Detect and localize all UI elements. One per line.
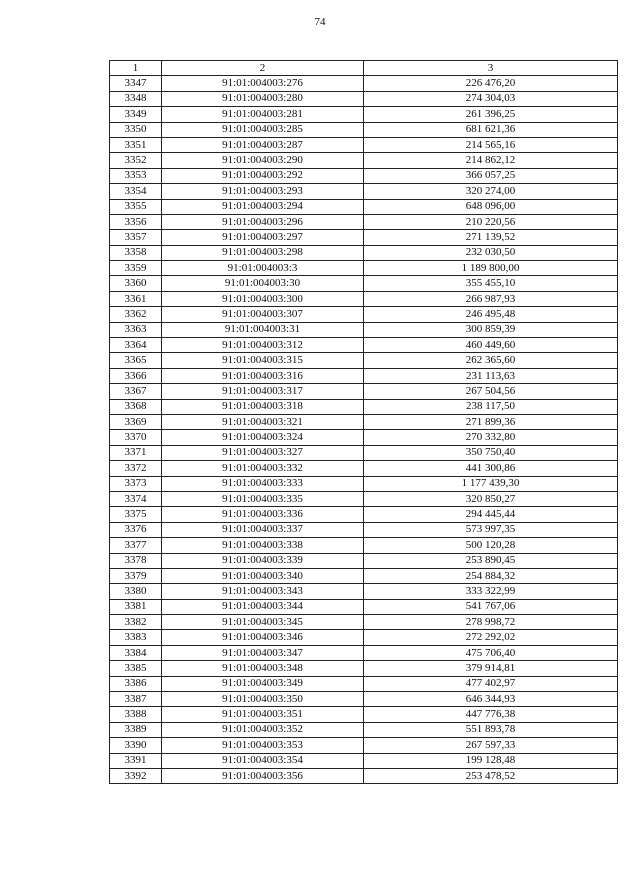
value-cell: 355 455,10 bbox=[364, 276, 618, 291]
header-row bbox=[110, 61, 618, 76]
cadastral-number-cell: 91:01:004003:353 bbox=[162, 738, 364, 753]
table-row bbox=[110, 276, 618, 291]
table-row bbox=[110, 230, 618, 245]
table-row bbox=[110, 338, 618, 353]
value-cell: 214 862,12 bbox=[364, 153, 618, 168]
value-cell: 460 449,60 bbox=[364, 338, 618, 353]
row-number-cell: 3367 bbox=[110, 384, 162, 399]
value-cell: 238 117,50 bbox=[364, 399, 618, 414]
value-cell: 253 890,45 bbox=[364, 553, 618, 568]
table-row bbox=[110, 768, 618, 783]
table-row bbox=[110, 553, 618, 568]
table-row bbox=[110, 568, 618, 583]
cadastral-number-cell: 91:01:004003:333 bbox=[162, 476, 364, 491]
cadastral-number-cell: 91:01:004003:327 bbox=[162, 445, 364, 460]
table-row bbox=[110, 661, 618, 676]
value-cell: 541 767,06 bbox=[364, 599, 618, 614]
cadastral-number-cell: 91:01:004003:350 bbox=[162, 692, 364, 707]
cadastral-number-cell: 91:01:004003:338 bbox=[162, 538, 364, 553]
row-number-cell: 3387 bbox=[110, 692, 162, 707]
column-header-2: 2 bbox=[162, 61, 364, 76]
row-number-cell: 3365 bbox=[110, 353, 162, 368]
table-row bbox=[110, 384, 618, 399]
row-number-cell: 3369 bbox=[110, 414, 162, 429]
value-cell: 246 495,48 bbox=[364, 307, 618, 322]
table-row bbox=[110, 168, 618, 183]
row-number-cell: 3379 bbox=[110, 568, 162, 583]
cadastral-number-cell: 91:01:004003:297 bbox=[162, 230, 364, 245]
cadastral-number-cell: 91:01:004003:298 bbox=[162, 245, 364, 260]
cadastral-number-cell: 91:01:004003:336 bbox=[162, 507, 364, 522]
row-number-cell: 3348 bbox=[110, 91, 162, 106]
table-row bbox=[110, 214, 618, 229]
cadastral-number-cell: 91:01:004003:290 bbox=[162, 153, 364, 168]
page-number: 74 bbox=[314, 16, 326, 28]
row-number-cell: 3356 bbox=[110, 214, 162, 229]
table-row bbox=[110, 692, 618, 707]
cadastral-number-cell: 91:01:004003:318 bbox=[162, 399, 364, 414]
row-number-cell: 3349 bbox=[110, 107, 162, 122]
value-cell: 270 332,80 bbox=[364, 430, 618, 445]
table-row bbox=[110, 353, 618, 368]
cadastral-number-cell: 91:01:004003:332 bbox=[162, 461, 364, 476]
cadastral-number-cell: 91:01:004003:348 bbox=[162, 661, 364, 676]
table-header bbox=[110, 61, 618, 76]
cadastral-number-cell: 91:01:004003:300 bbox=[162, 291, 364, 306]
value-cell: 573 997,35 bbox=[364, 522, 618, 537]
value-cell: 1 189 800,00 bbox=[364, 261, 618, 276]
cadastral-number-cell: 91:01:004003:294 bbox=[162, 199, 364, 214]
value-cell: 681 621,36 bbox=[364, 122, 618, 137]
table-row bbox=[110, 76, 618, 91]
value-cell: 271 139,52 bbox=[364, 230, 618, 245]
value-cell: 350 750,40 bbox=[364, 445, 618, 460]
table-row bbox=[110, 753, 618, 768]
cadastral-number-cell: 91:01:004003:292 bbox=[162, 168, 364, 183]
column-header-1: 1 bbox=[110, 61, 162, 76]
row-number-cell: 3360 bbox=[110, 276, 162, 291]
cadastral-number-cell: 91:01:004003:316 bbox=[162, 368, 364, 383]
row-number-cell: 3355 bbox=[110, 199, 162, 214]
table-row bbox=[110, 91, 618, 106]
table-row bbox=[110, 184, 618, 199]
row-number-cell: 3388 bbox=[110, 707, 162, 722]
row-number-cell: 3385 bbox=[110, 661, 162, 676]
row-number-cell: 3370 bbox=[110, 430, 162, 445]
cadastral-number-cell: 91:01:004003:346 bbox=[162, 630, 364, 645]
row-number-cell: 3386 bbox=[110, 676, 162, 691]
cadastral-number-cell: 91:01:004003:31 bbox=[162, 322, 364, 337]
value-cell: 447 776,38 bbox=[364, 707, 618, 722]
cadastral-number-cell: 91:01:004003:352 bbox=[162, 722, 364, 737]
value-cell: 231 113,63 bbox=[364, 368, 618, 383]
value-cell: 1 177 439,30 bbox=[364, 476, 618, 491]
table-row bbox=[110, 707, 618, 722]
table-row bbox=[110, 399, 618, 414]
cadastral-number-cell: 91:01:004003:281 bbox=[162, 107, 364, 122]
value-cell: 253 478,52 bbox=[364, 768, 618, 783]
table-row bbox=[110, 507, 618, 522]
value-cell: 475 706,40 bbox=[364, 645, 618, 660]
row-number-cell: 3390 bbox=[110, 738, 162, 753]
table-row bbox=[110, 738, 618, 753]
data-table bbox=[109, 60, 618, 784]
value-cell: 646 344,93 bbox=[364, 692, 618, 707]
table-row bbox=[110, 414, 618, 429]
row-number-cell: 3391 bbox=[110, 753, 162, 768]
cadastral-number-cell: 91:01:004003:354 bbox=[162, 753, 364, 768]
cadastral-number-cell: 91:01:004003:280 bbox=[162, 91, 364, 106]
cadastral-number-cell: 91:01:004003:307 bbox=[162, 307, 364, 322]
row-number-cell: 3378 bbox=[110, 553, 162, 568]
table-row bbox=[110, 476, 618, 491]
value-cell: 274 304,03 bbox=[364, 91, 618, 106]
value-cell: 379 914,81 bbox=[364, 661, 618, 676]
row-number-cell: 3368 bbox=[110, 399, 162, 414]
row-number-cell: 3366 bbox=[110, 368, 162, 383]
row-number-cell: 3382 bbox=[110, 615, 162, 630]
cadastral-number-cell: 91:01:004003:285 bbox=[162, 122, 364, 137]
table-row bbox=[110, 322, 618, 337]
table-row bbox=[110, 261, 618, 276]
value-cell: 500 120,28 bbox=[364, 538, 618, 553]
table-row bbox=[110, 368, 618, 383]
row-number-cell: 3372 bbox=[110, 461, 162, 476]
table-row bbox=[110, 538, 618, 553]
row-number-cell: 3374 bbox=[110, 491, 162, 506]
cadastral-number-cell: 91:01:004003:321 bbox=[162, 414, 364, 429]
table-row bbox=[110, 522, 618, 537]
cadastral-number-cell: 91:01:004003:324 bbox=[162, 430, 364, 445]
row-number-cell: 3350 bbox=[110, 122, 162, 137]
cadastral-number-cell: 91:01:004003:345 bbox=[162, 615, 364, 630]
table-row bbox=[110, 645, 618, 660]
cadastral-number-cell: 91:01:004003:3 bbox=[162, 261, 364, 276]
cadastral-number-cell: 91:01:004003:351 bbox=[162, 707, 364, 722]
row-number-cell: 3359 bbox=[110, 261, 162, 276]
row-number-cell: 3352 bbox=[110, 153, 162, 168]
cadastral-number-cell: 91:01:004003:349 bbox=[162, 676, 364, 691]
row-number-cell: 3381 bbox=[110, 599, 162, 614]
cadastral-number-cell: 91:01:004003:347 bbox=[162, 645, 364, 660]
value-cell: 271 899,36 bbox=[364, 414, 618, 429]
value-cell: 262 365,60 bbox=[364, 353, 618, 368]
cadastral-number-cell: 91:01:004003:356 bbox=[162, 768, 364, 783]
value-cell: 254 884,32 bbox=[364, 568, 618, 583]
value-cell: 210 220,56 bbox=[364, 214, 618, 229]
table-row bbox=[110, 199, 618, 214]
row-number-cell: 3347 bbox=[110, 76, 162, 91]
row-number-cell: 3351 bbox=[110, 137, 162, 152]
value-cell: 267 597,33 bbox=[364, 738, 618, 753]
table-row bbox=[110, 615, 618, 630]
value-cell: 366 057,25 bbox=[364, 168, 618, 183]
cadastral-number-cell: 91:01:004003:337 bbox=[162, 522, 364, 537]
cadastral-number-cell: 91:01:004003:296 bbox=[162, 214, 364, 229]
table-row bbox=[110, 307, 618, 322]
value-cell: 300 859,39 bbox=[364, 322, 618, 337]
value-cell: 551 893,78 bbox=[364, 722, 618, 737]
row-number-cell: 3354 bbox=[110, 184, 162, 199]
cadastral-number-cell: 91:01:004003:339 bbox=[162, 553, 364, 568]
row-number-cell: 3392 bbox=[110, 768, 162, 783]
column-header-3: 3 bbox=[364, 61, 618, 76]
row-number-cell: 3384 bbox=[110, 645, 162, 660]
row-number-cell: 3373 bbox=[110, 476, 162, 491]
value-cell: 320 850,27 bbox=[364, 491, 618, 506]
cadastral-number-cell: 91:01:004003:335 bbox=[162, 491, 364, 506]
table-body bbox=[110, 76, 618, 784]
value-cell: 199 128,48 bbox=[364, 753, 618, 768]
cadastral-number-cell: 91:01:004003:317 bbox=[162, 384, 364, 399]
row-number-cell: 3357 bbox=[110, 230, 162, 245]
table-row bbox=[110, 430, 618, 445]
value-cell: 278 998,72 bbox=[364, 615, 618, 630]
cadastral-number-cell: 91:01:004003:312 bbox=[162, 338, 364, 353]
value-cell: 267 504,56 bbox=[364, 384, 618, 399]
table-row bbox=[110, 122, 618, 137]
table-row bbox=[110, 461, 618, 476]
table-row bbox=[110, 137, 618, 152]
row-number-cell: 3375 bbox=[110, 507, 162, 522]
row-number-cell: 3362 bbox=[110, 307, 162, 322]
table-row bbox=[110, 445, 618, 460]
value-cell: 266 987,93 bbox=[364, 291, 618, 306]
row-number-cell: 3389 bbox=[110, 722, 162, 737]
table-row bbox=[110, 676, 618, 691]
cadastral-number-cell: 91:01:004003:343 bbox=[162, 584, 364, 599]
row-number-cell: 3358 bbox=[110, 245, 162, 260]
table-row bbox=[110, 599, 618, 614]
row-number-cell: 3364 bbox=[110, 338, 162, 353]
value-cell: 333 322,99 bbox=[364, 584, 618, 599]
table-row bbox=[110, 584, 618, 599]
table-row bbox=[110, 630, 618, 645]
cadastral-number-cell: 91:01:004003:293 bbox=[162, 184, 364, 199]
value-cell: 648 096,00 bbox=[364, 199, 618, 214]
value-cell: 214 565,16 bbox=[364, 137, 618, 152]
row-number-cell: 3383 bbox=[110, 630, 162, 645]
value-cell: 477 402,97 bbox=[364, 676, 618, 691]
value-cell: 441 300,86 bbox=[364, 461, 618, 476]
cadastral-number-cell: 91:01:004003:340 bbox=[162, 568, 364, 583]
row-number-cell: 3376 bbox=[110, 522, 162, 537]
value-cell: 272 292,02 bbox=[364, 630, 618, 645]
table-row bbox=[110, 291, 618, 306]
table-row bbox=[110, 722, 618, 737]
value-cell: 261 396,25 bbox=[364, 107, 618, 122]
row-number-cell: 3363 bbox=[110, 322, 162, 337]
table-row bbox=[110, 107, 618, 122]
row-number-cell: 3371 bbox=[110, 445, 162, 460]
cadastral-number-cell: 91:01:004003:287 bbox=[162, 137, 364, 152]
value-cell: 294 445,44 bbox=[364, 507, 618, 522]
table-row bbox=[110, 245, 618, 260]
value-cell: 232 030,50 bbox=[364, 245, 618, 260]
cadastral-number-cell: 91:01:004003:344 bbox=[162, 599, 364, 614]
row-number-cell: 3380 bbox=[110, 584, 162, 599]
cadastral-number-cell: 91:01:004003:315 bbox=[162, 353, 364, 368]
value-cell: 226 476,20 bbox=[364, 76, 618, 91]
table-row bbox=[110, 491, 618, 506]
row-number-cell: 3377 bbox=[110, 538, 162, 553]
cadastral-number-cell: 91:01:004003:30 bbox=[162, 276, 364, 291]
row-number-cell: 3353 bbox=[110, 168, 162, 183]
cadastral-number-cell: 91:01:004003:276 bbox=[162, 76, 364, 91]
value-cell: 320 274,00 bbox=[364, 184, 618, 199]
table-row bbox=[110, 153, 618, 168]
row-number-cell: 3361 bbox=[110, 291, 162, 306]
